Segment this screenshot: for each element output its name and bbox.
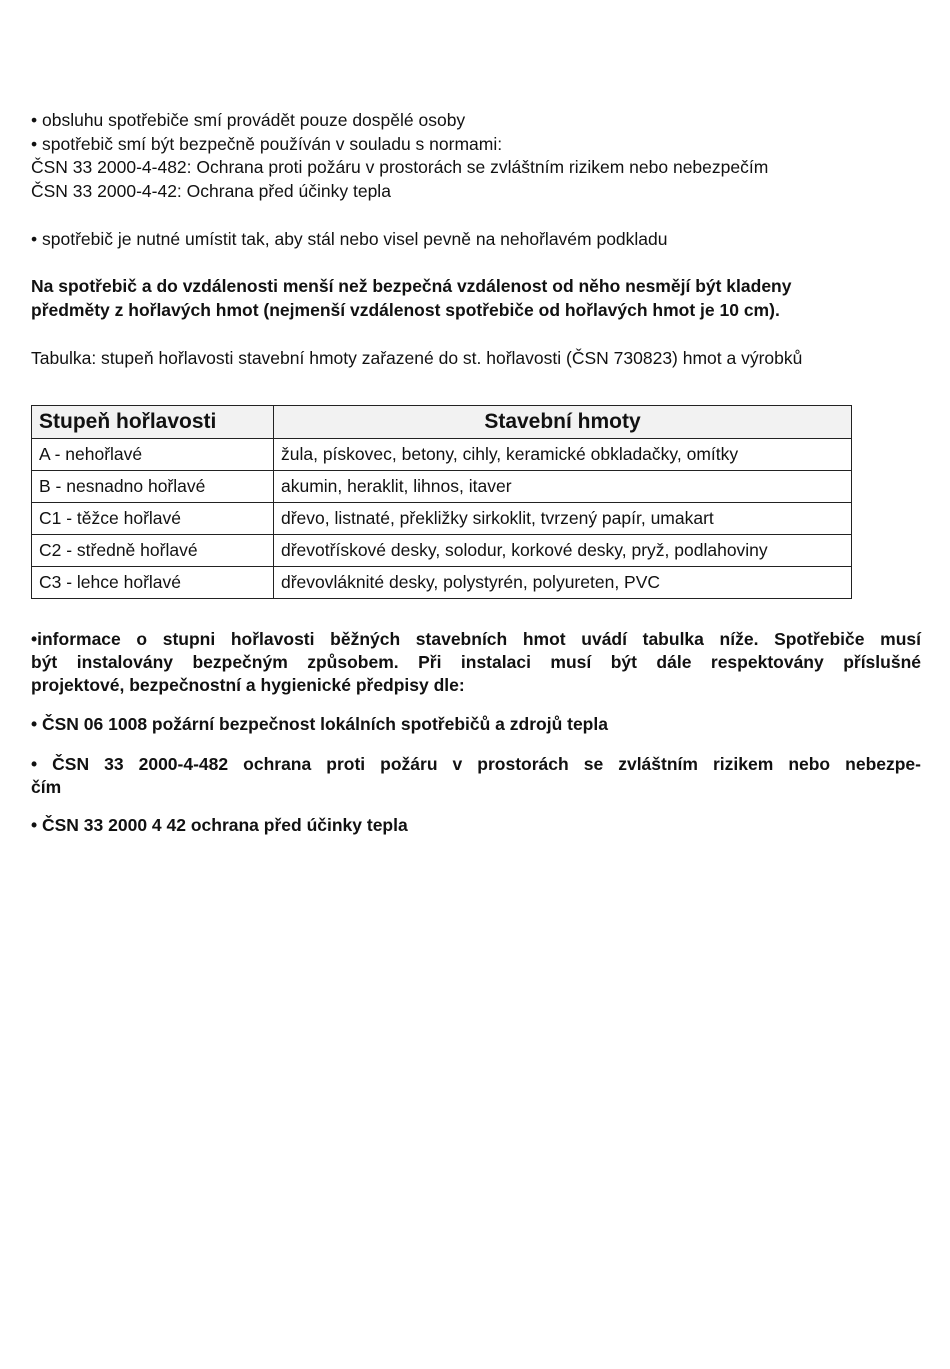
intro-line-standards: • spotřebič smí být bezpečně používán v souladu s normami: <box>31 134 503 154</box>
intro-line-standard-482: ČSN 33 2000-4-482: Ochrana proti požáru v prostorách se zvláštním rizikem nebo nebezpečím <box>31 157 769 177</box>
norm-item-482 <box>31 753 921 799</box>
norm-item-06-1008: • ČSN 06 1008 požární bezpečnost lokálních spotřebičů a zdrojů tepla <box>31 714 608 734</box>
row-grade: C1 - těžce hořlavé <box>32 503 274 535</box>
norm-item-482-line-2: čím <box>31 777 62 797</box>
row-materials: dřevo, listnaté, překližky sirkoklit, tvrzený papír, umakart <box>274 503 852 535</box>
table-row <box>32 471 852 503</box>
intro-line-operation: • obsluhu spotřebiče smí provádět pouze dospělé osoby <box>31 110 466 130</box>
row-grade: C2 - středně hořlavé <box>32 535 274 567</box>
norm-item-42: • ČSN 33 2000 4 42 ochrana před účinky tepla <box>31 815 408 835</box>
row-materials: dřevotřískové desky, solodur, korkové desky, pryž, podlahoviny <box>274 535 852 567</box>
table-row <box>32 439 852 471</box>
warning-line-1: Na spotřebič a do vzdálenosti menší než bezpečná vzdálenost od něho nesmějí být kladeny <box>31 276 792 296</box>
table-header-row <box>32 406 852 439</box>
table-caption: Tabulka: stupeň hořlavosti stavební hmoty zařazené do st. hořlavosti (ČSN 730823) hmot a výrobků <box>31 348 803 368</box>
row-grade: A - nehořlavé <box>32 439 274 471</box>
row-grade: C3 - lehce hořlavé <box>32 567 274 599</box>
row-grade: B - nesnadno hořlavé <box>32 471 274 503</box>
info-paragraph <box>31 628 921 697</box>
flammability-table <box>31 405 852 599</box>
table-row <box>32 535 852 567</box>
norm-item-482-line-1: • ČSN 33 2000-4-482 ochrana proti požáru v prostorách se zvláštním rizikem nebo nebezpe- <box>31 754 921 774</box>
table-row <box>32 503 852 535</box>
row-materials: akumin, heraklit, lihnos, itaver <box>274 471 852 503</box>
info-line-3: projektové, bezpečnostní a hygienické předpisy dle: <box>31 675 465 695</box>
info-line-1: •informace o stupni hořlavosti běžných stavebních hmot uvádí tabulka níže. Spotřebiče musí <box>31 629 921 649</box>
header-materials: Stavební hmoty <box>274 406 852 439</box>
row-materials: žula, pískovec, betony, cihly, keramické obkladačky, omítky <box>274 439 852 471</box>
row-materials: dřevovláknité desky, polystyrén, polyureten, PVC <box>274 567 852 599</box>
intro-line-standard-42: ČSN 33 2000-4-42: Ochrana před účinky tepla <box>31 181 391 201</box>
warning-line-2: předměty z hořlavých hmot (nejmenší vzdálenost spotřebiče od hořlavých hmot je 10 cm). <box>31 300 780 320</box>
header-grade: Stupeň hořlavosti <box>32 406 274 439</box>
info-line-2: být instalovány bezpečným způsobem. Při instalaci musí být dále respektovány příslušné <box>31 652 921 672</box>
intro-line-placement: • spotřebič je nutné umístit tak, aby stál nebo visel pevně na nehořlavém podkladu <box>31 229 668 249</box>
table-row <box>32 567 852 599</box>
